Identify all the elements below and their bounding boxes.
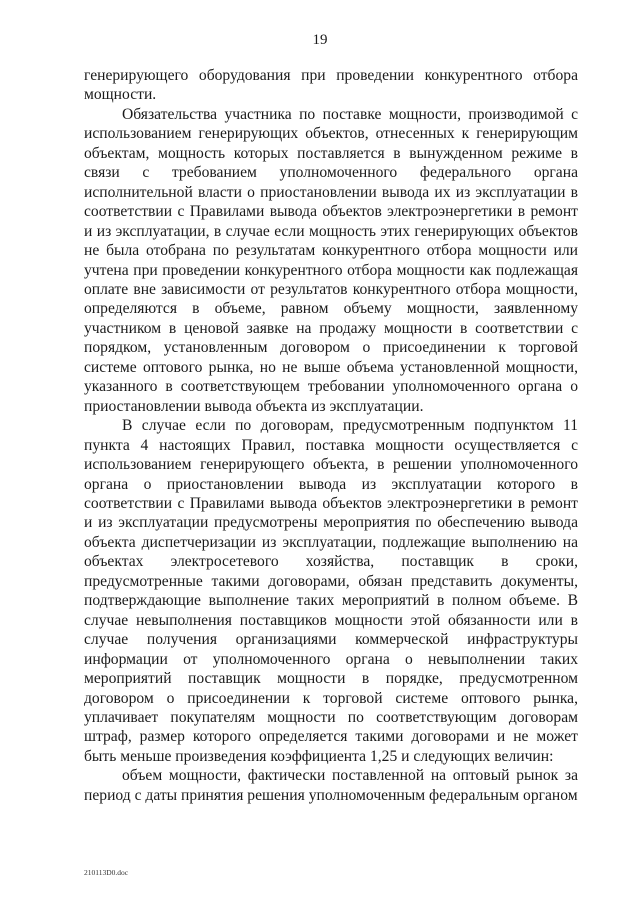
footer-file-code: 210113D0.doc xyxy=(84,868,129,877)
body-text xyxy=(84,66,578,805)
page-number: 19 xyxy=(312,32,328,48)
paragraph-4: объем мощности, фактически поставленной на оптовый рынок за период с даты принятия решения уполномоченным федеральным органом xyxy=(84,767,578,804)
paragraph-3: В случае если по договорам, предусмотренным подпунктом 11 пункта 4 настоящих Правил, поставка мощности осуществляется с использованием генерирующего объекта, в решении уполномоченного органа о приостановлении вывода из эксплуатации которого в соответствии с Правилами вывода объектов электроэнергетики в ремонт и из эксплуатации предусмотрены мероприятия по обеспечению вывода объекта диспетчеризации из эксплуатации, подлежащие выполнению на объектах электросетевого хозяйства, поставщик в сроки, предусмотренные такими договорами, обязан представить документы, подтверждающие выполнение таких мероприятий в полном объеме. В случае невыполнения поставщиков мощности этой обязанности или в случае получения организациями коммерческой инфраструктуры информации от уполномоченного органа о невыполнении таких мероприятий поставщик мощности в порядке, предусмотренном договором о присоединении к торговой системе оптового рынка, уплачивает покупателям мощности по соответствующим договорам штраф, размер которого определяется такими договорами и не может быть меньше произведения коэффициента 1,25 и следующих величин: xyxy=(84,417,578,765)
paragraph-1: генерирующего оборудования при проведении конкурентного отбора мощности. xyxy=(84,67,578,104)
paragraph-2: Обязательства участника по поставке мощности, производимой с использованием генерирующих объектов, отнесенных к генерирующим объектам, мощность которых поставляется в вынужденном режиме в связи с требованием уполномоченного федерального органа исполнительной власти о приостановлении вывода их из эксплуатации в соответствии с Правилами вывода объектов электроэнергетики в ремонт и из эксплуатации, в случае если мощность этих генерирующих объектов не была отобрана по результатам конкурентного отбора мощности или учтена при проведении конкурентного отбора мощности как подлежащая оплате вне зависимости от результатов конкурентного отбора мощности, определяются в объеме, равном объему мощности, заявленному участником в ценовой заявке на продажу мощности в соответствии с порядком, установленным договором о присоединении к торговой системе оптового рынка, но не выше объема установленной мощности, указанного в соответствующем требовании уполномоченного органа о приостановлении вывода объекта из эксплуатации. xyxy=(84,105,578,415)
